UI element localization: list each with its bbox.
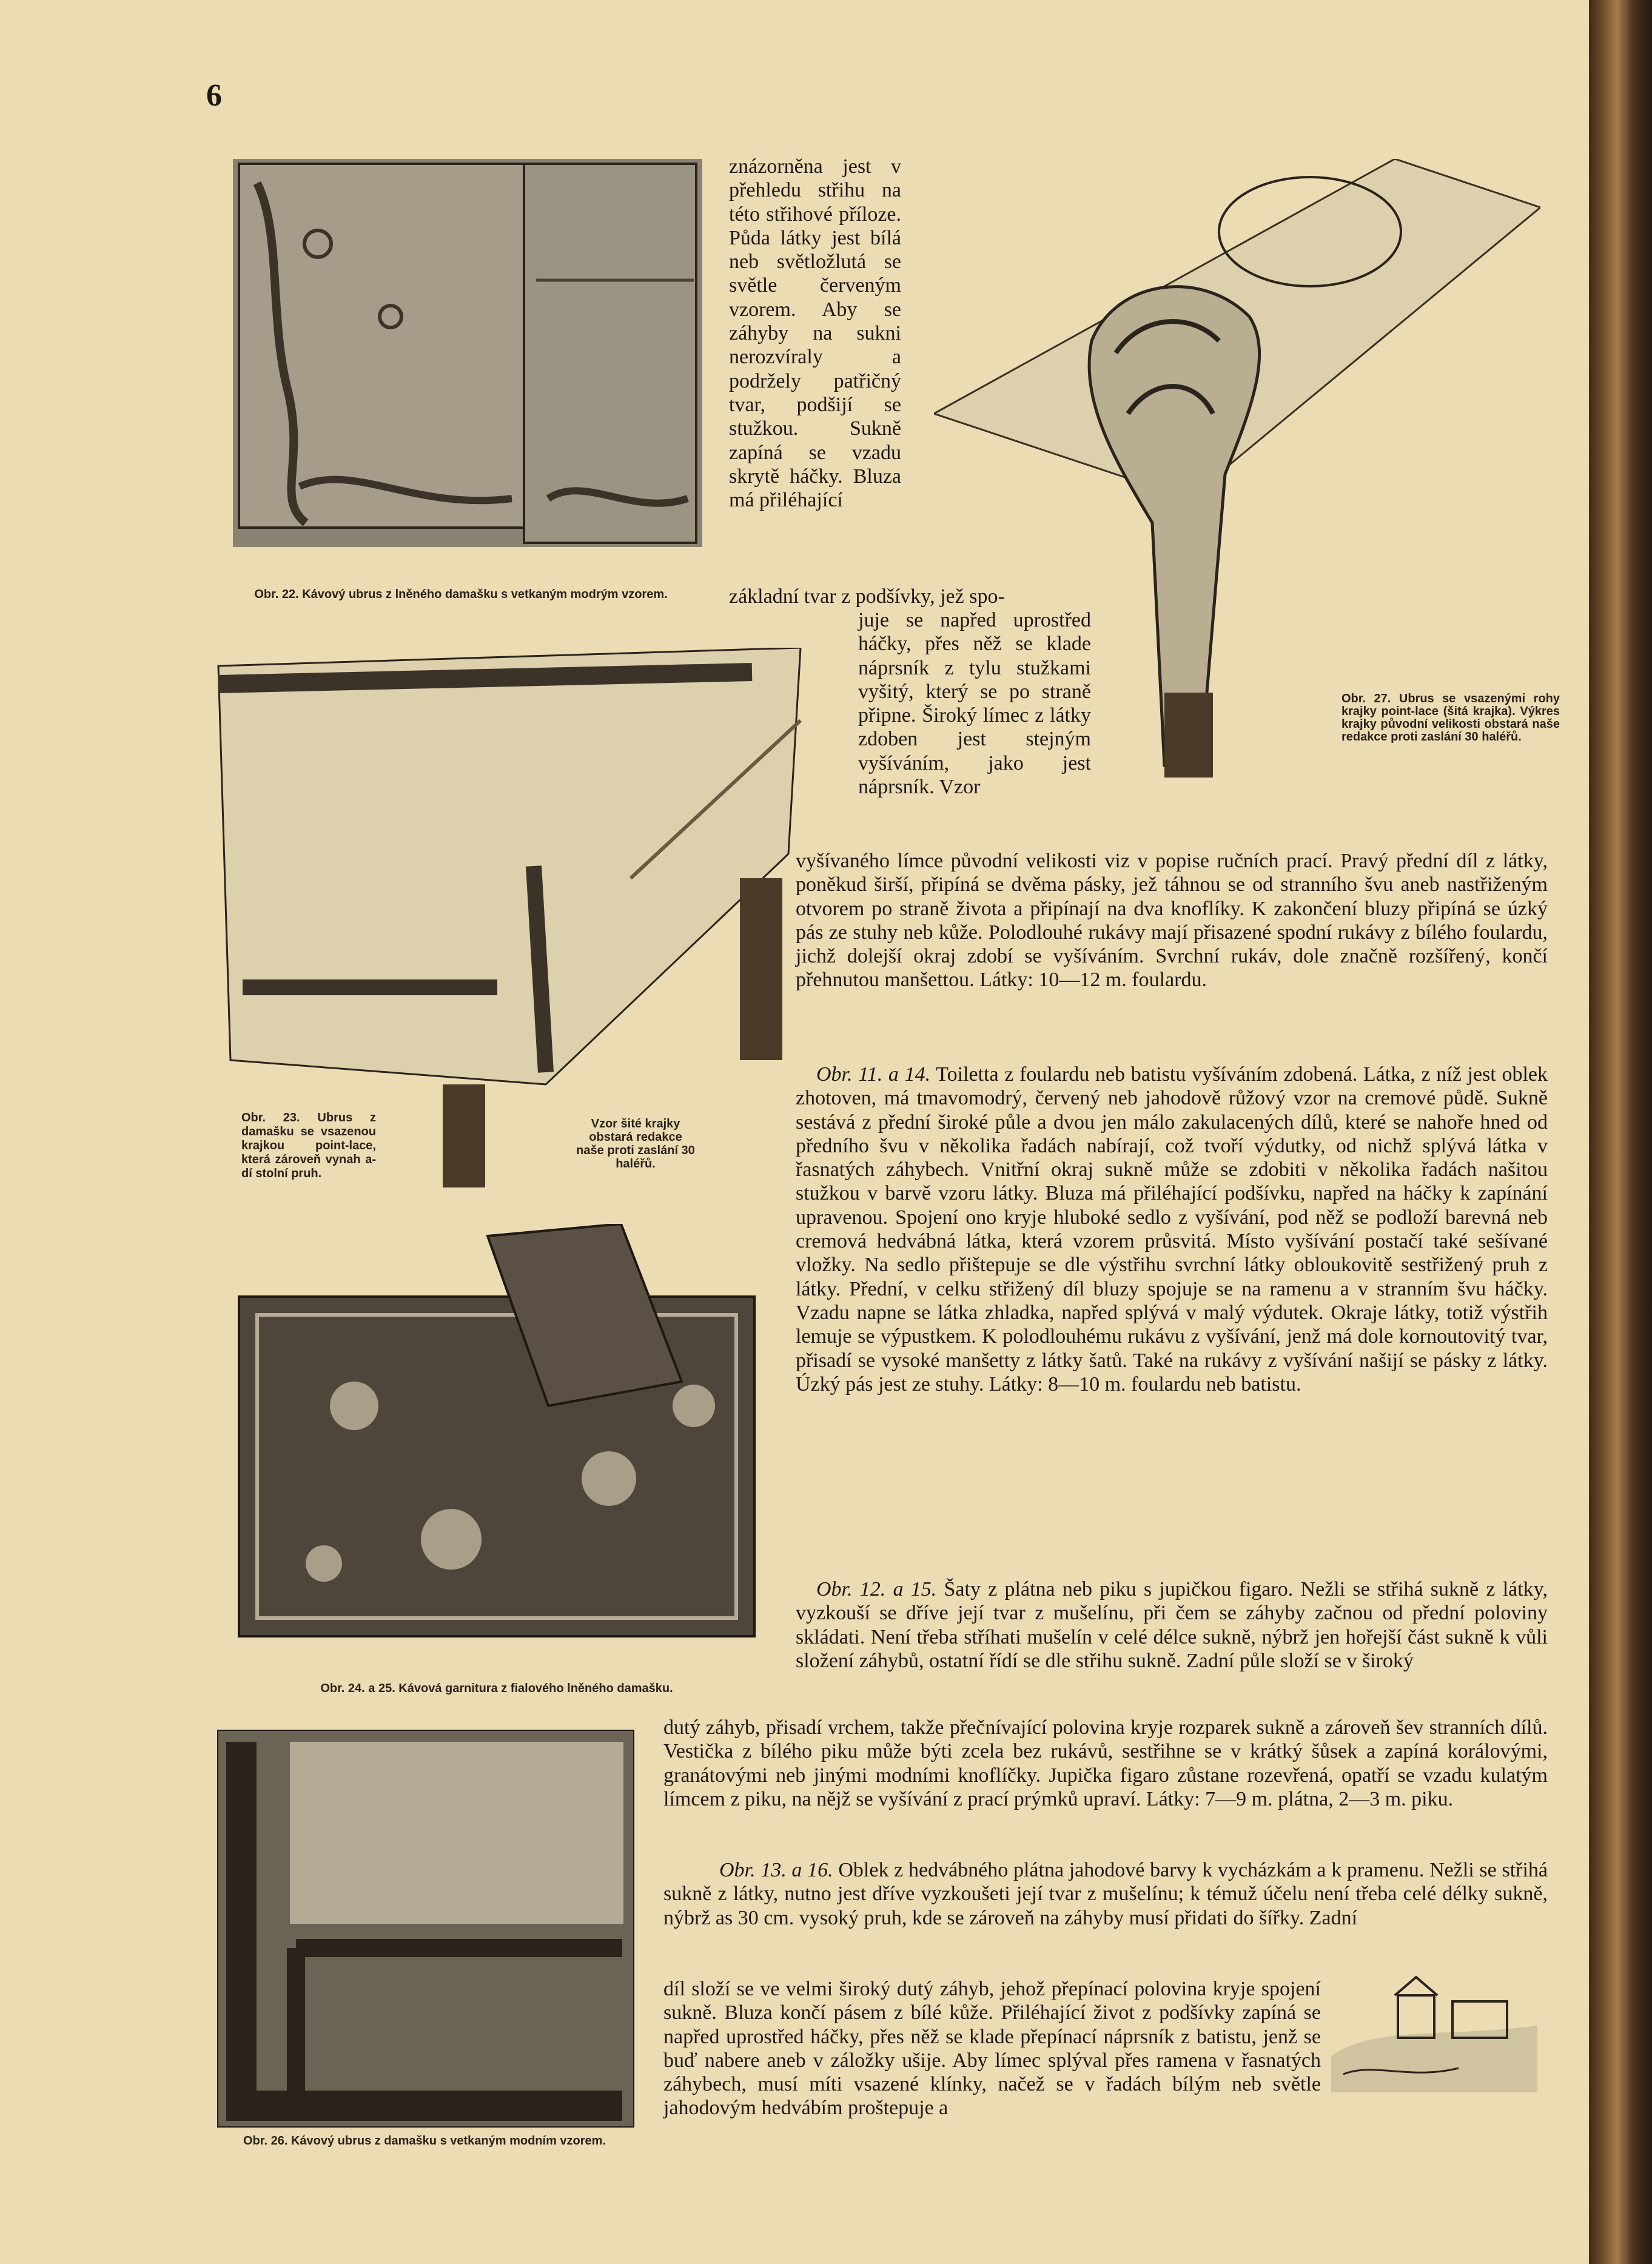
figure-23-tablecloth: [206, 648, 815, 1187]
text-narrow-column: znázorněna jest v přehledu střihu na této střihové příloze. Půda látky jest bílá neb světložlutá se světle červeným vzorem. Aby se záhyby na sukni nerozvíraly a podržely patřičný tvar, podšijí se stužkou. Sukně zapíná se vzadu skrytě háčky. Bluza má přiléhající: [729, 155, 901, 512]
figure-26-tablecloth: [217, 1730, 634, 2128]
book-spine-edge: [1589, 0, 1652, 2264]
paragraph-2-heading: Obr. 11. a 14.: [816, 1063, 931, 1086]
figure-24-25-caption: Obr. 24. a 25. Kávová garnitura z fialového lněného damašku.: [320, 1682, 673, 1695]
figure-24-25-coffee-set: [233, 1224, 761, 1642]
paragraph-4-body: Oblek z hedvábného plátna jahodové barvy k vycházkám a k pramenu. Nežli se střihá sukně z látky, nutno jest dříve vyzkoušeti její tvar z mušelínu; k témuž účelu není třeba celé délky sukně, nýbrž as 30 cm. vysoký pruh, kde se zároveň na záhyby musí přidati do šířky. Zadní: [663, 1859, 1548, 1929]
paragraph-3-heading: Obr. 12. a 15.: [816, 1578, 937, 1601]
figure-26-caption: Obr. 26. Kávový ubrus z damašku s vetkaným modním vzorem.: [243, 2134, 606, 2148]
text-paragraph-3: [796, 1577, 1548, 1673]
text-line-zakladni: základní tvar z podšívky, jež spo-: [729, 585, 1005, 608]
paragraph-3-body: Šaty z plátna neb piku s jupičkou figaro. Nežli se střihá sukně z látky, vyzkouší se dříve její tvar z mušelínu, při čem se záhyby začnou od přední poloviny skládati. Není třeba stříhati mušelín v celé délce sukně, nýbrž jen hořejší část sukně k vůli složení záhybů, ostatní řídí se dle střihu sukně. Zadní půle složí se v široký: [796, 1578, 1548, 1672]
text-block-3: dutý záhyb, přisadí vrchem, takže přečnívající polovina kryje rozparek sukně a zároveň šev stranních dílů. Vestička z bílého piku může býti zcela bez rukávů, sestřihne se v krátký šůsek a zapíná korálovými, granátovými neb jinými modními knoflíčky. Jupička figaro zůstane rozevřená, opatří se vzadu kulatým límcem z piku, na nějž se vyšívání z prací prýmků upraví. Látky: 7—9 m. plátna, 2—3 m. piku.: [663, 1716, 1548, 1810]
text-paragraph-2: [796, 1063, 1548, 1396]
text-paragraph-4: [663, 1858, 1548, 1930]
figure-22-tablecloth: [233, 159, 702, 547]
figure-27-caption: Obr. 27. Ubrus se vsazenými rohy krajky point-lace (šitá krajka). Výkres krajky původní velikosti obstará naše redakce proti zaslání 30 haléřů.: [1341, 692, 1560, 744]
text-mid-column: juje se napřed uprostřed háčky, přes něž se klade náprsník z tylu stužkami vyšitý, který se po straně připne. Široký límec z látky zdoben jest stejným vyšíváním, jako jest náprsník. Vzor: [858, 609, 1091, 799]
paragraph-2-body: Toiletta z foulardu neb batistu vyšíváním zdobená. Látka, z níž jest oblek zhotoven, má tmavomodrý, červený neb jahodově růžový vzor na cremové půdě. Sukně sestává z přední široké půle a dvou jen málo zakulacených dílů, které se nahoře hned od předního švu v několika řadách nabírají, což tvoří výdutky, od nichž splývá látka v řasnatých záhybech. Vnitřní okraj sukně může se zdobiti v několika řadách našitou stužkou v barvě vzoru látky. Bluza má přiléhající podšívku, napřed na háčky k zapínání upravenou. Spojení ono kryje hluboké sedlo z vyšívání, pod něž se podloží barevná neb cremová hedvábná látka, která vzorem průsvitá. Místo vyšívání postačí také sešívané vložky. Na sedlo přištepuje se dle výstřihu svrchní látky obloukovitě sestřižený pruh z látky. Přední, v celku střižený díl bluzy spojuje se na ramenu a v stranním švu háčky. Vzadu napne se látka zhladka, napřed splývá v malý výdutek. Okraje látky, totiž výstřih lemuje se výpustkem. K polodlouhému rukávu z vyšívání, jenž má dole kornoutovitý tvar, přisadí se vysoké manšetty z látky šatů. Také na rukávy z vyšívání našijí se pásky z látky. Úzký pás jest ze stuhy. Látky: 8—10 m. foulardu neb batistu.: [796, 1063, 1548, 1396]
text-last-block: díl složí se ve velmi široký dutý záhyb, jehož přepínací polovina kryje spojení sukně. Bluza končí pásem z bílé kůže. Přiléhající život z podšívky zapíná se napřed uprostřed háčky, přes něž se klade přepínací náprsník z batistu, jenž se buď nabere aneb v záložky ušije. Aby límec splýval přes ramena v řasnatých záhybech, musí míti vsazené klínky, načež se v řadách bílým neb světle jahodovým hedvábím proštepuje a: [663, 1978, 1321, 2120]
figure-23-caption: Obr. 23. Ubrus z damašku se vsazenou krajkou point-lace, která zároveň vynah a-dí stolní pruh.: [241, 1111, 376, 1180]
vignette-illustration: [1325, 1971, 1543, 2092]
figure-23-note: Vzor šité krajky obstará redakce naše proti zaslání 30 haléřů.: [576, 1117, 695, 1171]
text-block-1: vyšívaného límce původní velikosti viz v popise ručních prací. Pravý přední díl z látky, poněkud širší, připíná se dvěma pásky, jež táhnou se od stranního švu aneb nastřiženým otvorem po straně života a připínají na dva knoflíky. K zakončení bluzy připíná se úzký pás ze stuhy neb kůže. Polodlouhé rukávy mají přisazené spodní rukávy z bílého foulardu, jichž dolejší okraj zdobí se vyšíváním. Svrchní rukáv, dole značně rozšířený, končí přehnutou manšettou. Látky: 10—12 m. foulardu.: [796, 850, 1548, 992]
figure-22-caption: Obr. 22. Kávový ubrus z lněného damašku s vetkaným modrým vzorem.: [254, 588, 668, 601]
paragraph-4-heading: Obr. 13. a 16.: [719, 1859, 833, 1881]
page-number: 6: [206, 78, 222, 113]
